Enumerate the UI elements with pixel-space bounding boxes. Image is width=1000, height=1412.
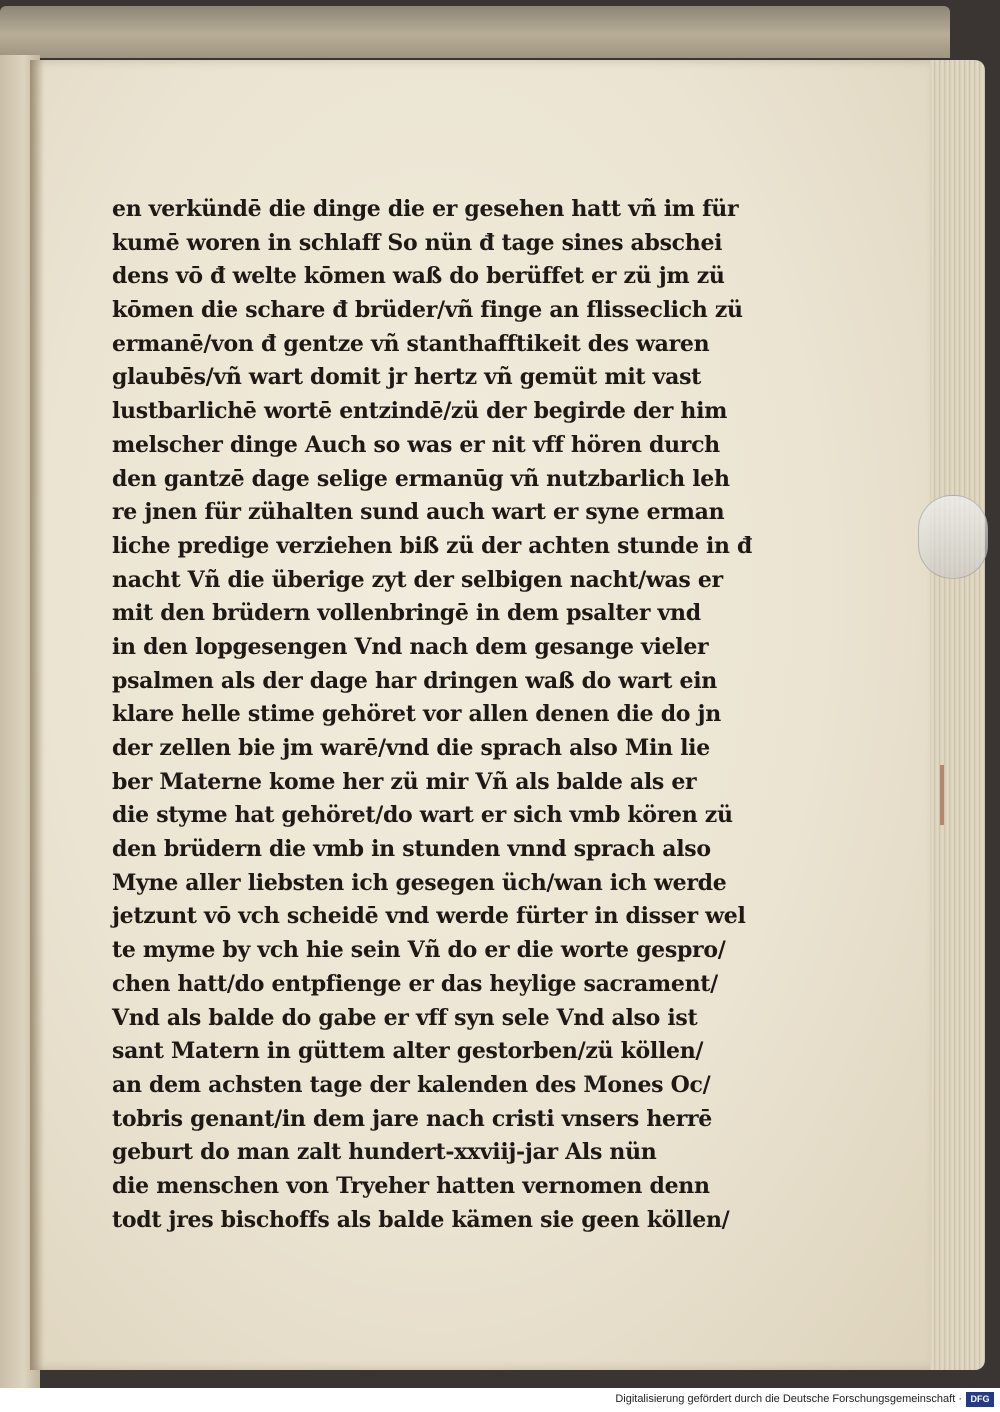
text-line: den brüdern die vmb in stunden vnnd sprach also [112, 836, 711, 863]
text-line: kumē woren in schlaff So nün đ tage sines abschei [112, 229, 723, 256]
funding-credit: Digitalisierung gefördert durch die Deutsche Forschungsgemeinschaft · [615, 1393, 962, 1405]
text-line: sant Matern in güttem alter gestorben/zü köllen/ [112, 1038, 704, 1065]
dfg-logo: DFG [966, 1392, 994, 1407]
text-line: ermanē/von đ gentze vñ stanthafftikeit des waren [112, 330, 710, 357]
text-line: geburt do man zalt hundert-xxviij-jar Als nün [112, 1139, 657, 1166]
text-line: die styme hat gehöret/do wart er sich vmb kören zü [112, 802, 733, 829]
edge-stain [940, 765, 944, 825]
text-line: melscher dinge Auch so was er nit vff hören durch [112, 431, 720, 458]
text-line: todt jres bischoffs als balde kämen sie geen köllen/ [112, 1206, 730, 1233]
text-line: ber Materne kome her zü mir Vñ als balde als er [112, 768, 697, 795]
text-line: den gantzē dage selige ermanūg vñ nutzbarlich leh [112, 465, 730, 492]
text-line: en verkündē die dinge die er gesehen hatt vñ im für [112, 196, 739, 222]
text-line: an dem achsten tage der kalenden des Mones Oc/ [112, 1071, 711, 1098]
text-line: glaubēs/vñ wart domit jr hertz vñ gemüt mit vast [112, 364, 702, 391]
text-line: re jnen für zühalten sund auch wart er syne erman [112, 499, 725, 526]
text-line: psalmen als der dage har dringen waß do wart ein [112, 667, 717, 694]
text-line: te myme by vch hie sein Vñ do er die worte gespro/ [112, 937, 726, 964]
text-line: klare helle stime gehöret vor allen denen die do jn [112, 701, 721, 728]
text-line: die menschen von Tryeher hatten vernomen denn [112, 1172, 710, 1199]
text-line: in den lopgesengen Vnd nach dem gesange vieler [112, 633, 709, 660]
text-line: liche predige verziehen biß zü der achten stunde in đ [112, 532, 752, 559]
text-line: chen hatt/do entpfienge er das heylige sacrament/ [112, 970, 718, 997]
book-top-edge [0, 6, 950, 58]
text-line: mit den brüdern vollenbringē in dem psalter vnd [112, 600, 701, 627]
blackletter-text-block [112, 193, 752, 1237]
text-line: Vnd als balde do gabe er vff syn sele Vnd also ist [112, 1004, 698, 1031]
text-line: nacht Vñ die überige zyt der selbigen nacht/was er [112, 566, 723, 593]
footer-bar [0, 1388, 1000, 1412]
text-line: dens vō đ welte kōmen waß do berüffet er zü jm zü [112, 263, 725, 290]
gutter-shadow [30, 60, 44, 1370]
text-line: lustbarlichē wortē entzindē/zü der begirde der him [112, 398, 728, 425]
text-line: tobris genant/in dem jare nach cristi vnsers herrē [112, 1105, 713, 1132]
text-line: der zellen bie jm warē/vnd die sprach also Min lie [112, 735, 710, 761]
text-line: kōmen die schare đ brüder/vñ finge an flisseclich zü [112, 297, 743, 324]
page-clip [918, 495, 988, 579]
text-line: Myne aller liebsten ich gesegen üch/wan ich werde [112, 869, 727, 896]
text-line: jetzunt vō vch scheidē vnd werde fürter in disser wel [112, 903, 746, 930]
